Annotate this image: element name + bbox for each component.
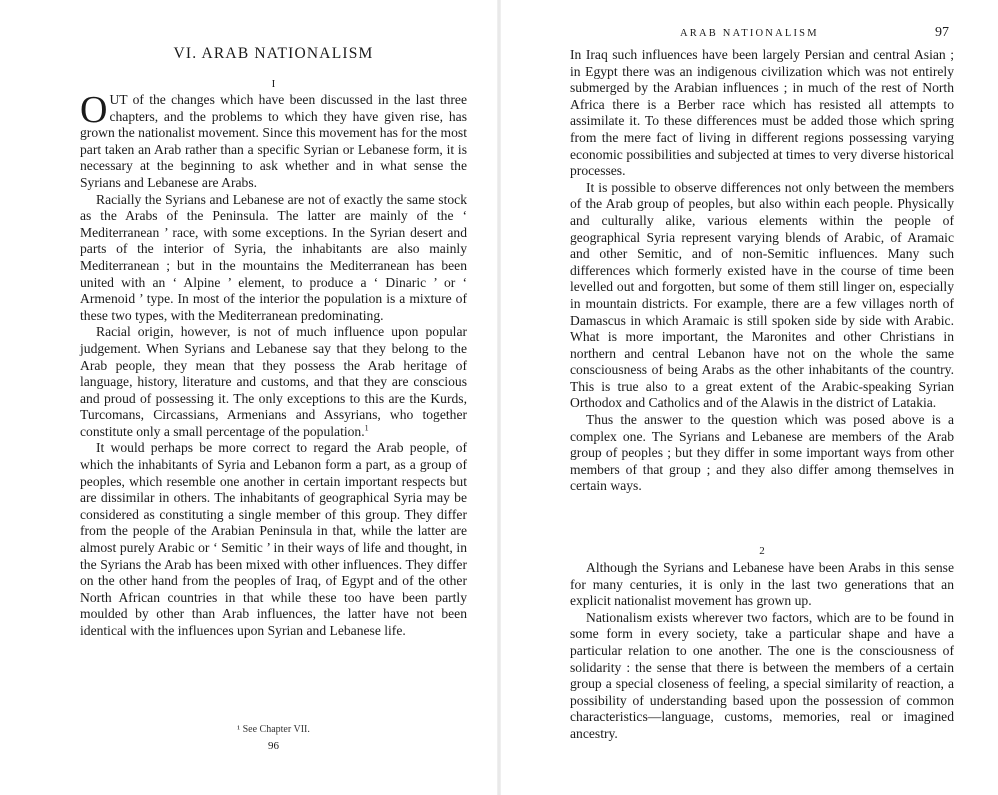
right-page-body-top: [570, 47, 954, 495]
paragraph-6: It is possible to observe differences not only between the members of the Arab group of peoples, but also within each people. Physically and culturally alike, various elements within the people of geographical Syria represent varying blends of Arabic, of Aramaic and other Semitic, and of non-Semitic influences. Many such differences which formerly existed have in the course of time been levelled out and forgotten, but some of them still linger on, especially in mountain districts. For example, there are a few villages north of Damascus in which Aramaic is still spoken side by side with Arabic. What is more important, the Maronites and other Christians in northern and central Lebanon have not on the whole the same consciousness of being Arabs as the other inhabitants of the country. This is true also to a great extent of the Arabic-speaking Syrian Orthodox and Catholics and of the Alawis in the district of Latakia.: [570, 179, 954, 411]
footnote-marker: 1: [364, 423, 369, 433]
paragraph-3: [80, 324, 467, 440]
paragraph-4: It would perhaps be more correct to regard the Arab people, of which the inhabitants of Syria and Lebanon form a part, as a group of peoples, which resemble one another in certain important respects but are dissimilar in others. The inhabitants of geographical Syria may be considered as constituting a single member of this group. They differ from the people of the Arabian Peninsula in that, while the latter are almost purely Arabic or ‘ Semitic ’ in their ways of life and thought, in the Syrians the Arab has been mixed with other influences. They differ on the other hand from the peoples of Iraq, of Egypt and of the other North African countries in that while these too have been partly moulded by other than Arab influences, the latter have not been identical with the influences upon Syrian and Lebanese life.: [80, 440, 467, 638]
chapter-title: VI. ARAB NATIONALISM: [173, 45, 374, 62]
page-number-right: 97: [935, 25, 949, 40]
left-page-body: [80, 89, 467, 640]
section-number-2: 2: [759, 545, 765, 557]
paragraph-3-text: Racial origin, however, is not of much influence upon popular judgement. When Syrians and Lebanese say that they belong to the Arab people, they mean that they possess the Arab heritage of language, history, literature and customs, and that they are conscious and proud of possessing it. The only exceptions to this are the Kurds, Turcomans, Circassians, Armenians and Assyrians, who together constitute only a small percentage of the population.: [80, 324, 467, 439]
footnote: ¹ See Chapter VII.: [237, 724, 310, 735]
paragraph-7: Thus the answer to the question which was posed above is a complex one. The Syrians and Lebanese are members of the Arab group of peoples ; but they differ in some important ways from other members of that group ; and they also differ among themselves in certain ways.: [570, 412, 954, 494]
book-gutter: [497, 0, 501, 795]
paragraph-8: Although the Syrians and Lebanese have been Arabs in this sense for many centuries, it is only in the last two generations that an explicit nationalist movement has grown up.: [570, 560, 954, 609]
paragraph-5: In Iraq such influences have been largely Persian and central Asian ; in Egypt there was an indigenous civilization which was not entirely submerged by the Arabian influences ; in much of the rest of North Africa there is a Berber race which has resisted all attempts to assimilate it. To these differences must be added those which spring from the mere fact of living in different regions possessing varying economic possibilities and subjected at times to very diverse historical processes.: [570, 47, 954, 179]
paragraph-2: Racially the Syrians and Lebanese are not of exactly the same stock as the Arabs of the Peninsula. The latter are mainly of the ‘ Mediterranean ’ race, with some exceptions. In the Syrian desert and parts of the interior of Syria, the inhabitants are also mainly Mediterranean ; but in the mountains the Mediterranean has been united with an ‘ Alpine ’ element, to produce a ‘ Dinaric ’ or ‘ Armenoid ’ type. In most of the interior the population is a mixture of these two types, with the Mediterranean predominating.: [80, 191, 467, 323]
paragraph-1: [80, 89, 467, 192]
right-page-body-bottom: [570, 560, 954, 743]
paragraph-1-text: UT of the changes which have been discussed in the last three chapters, and the problems to which they have given rise, has grown the nationalist movement. Since this movement has for the most part taken an Arab rather than a specific Syrian or Lebanese form, it is necessary at the beginning to ask whether and in what sense the Syrians and Lebanese are Arabs.: [80, 92, 467, 190]
page-number-left: 96: [268, 740, 279, 752]
drop-cap: O: [80, 89, 108, 131]
section-number-1: I: [271, 78, 276, 90]
paragraph-9: Nationalism exists wherever two factors, which are to be found in some form in every society, take a particular shape and have a particular relation to one another. The one is the consciousness of solidarity : the sense that there is between the members of a certain group a special closeness of feeling, a special similarity of reaction, a possibility of understanding based upon the possession of common characteristics—language, customs, memories, real or imagined ancestry.: [570, 609, 954, 741]
running-head: ARAB NATIONALISM: [680, 28, 819, 39]
